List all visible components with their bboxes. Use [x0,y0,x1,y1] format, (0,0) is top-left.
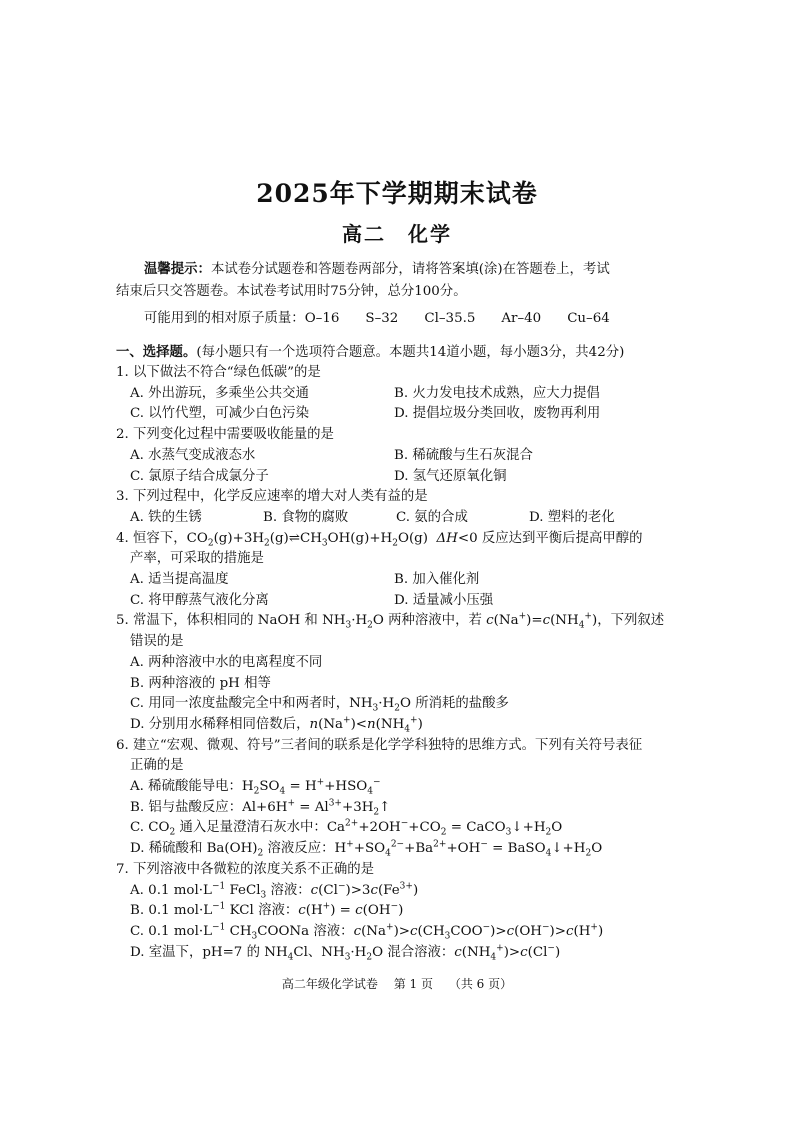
q2-option-d: D. 氢气还原氧化铜 [394,468,507,484]
q6-option-a: A. 稀硫酸能导电：$H_2SO_4 = H^++HSO_4^-$ [130,777,381,797]
page-subtitle: 高二 化学 [342,222,452,246]
tips-label: 温馨提示： [144,261,211,277]
q5-option-c: C. 用同一浓度盐酸完全中和两者时，$NH_3\cdot H_2O$ 所消耗的盐酸多 [130,696,509,714]
question-4-cont: 产率，可采取的措施是 [130,551,264,567]
q1-option-b: B. 火力发电技术成熟，应大力提倡 [394,385,600,401]
q3-option-c: C. 氨的合成 [396,509,468,525]
question-1-stem: 1. 以下做法不符合“绿色低碳”的是 [116,365,321,380]
question-5-cont: 错误的是 [130,634,184,650]
question-1 [116,363,688,425]
question-list [116,363,688,963]
atomic-masses-label: 可能用到的相对原子质量： [144,311,305,326]
question-6-cont: 正确的是 [130,758,184,774]
question-6 [116,736,688,860]
q2-option-c: C. 氯原子结合成氯分子 [130,468,269,484]
q6-option-b: B. 铝与盐酸反应：$Al+6H^+ = Al^{3+}+3H_2↑$ [130,798,391,818]
q1-option-a: A. 外出游玩，多乘坐公共交通 [130,385,309,401]
question-5 [116,611,688,735]
q7-option-d: D. 室温下，pH=7 的 $NH_4Cl$、$NH_3\cdot H_2O$ 混合溶液：$c(NH_4^+)>c(Cl^-)$ [130,943,561,963]
q1-option-c: C. 以竹代塑，可减少白色污染 [130,406,309,422]
q7-option-c: C. 0.1 $mol\cdot L^{-1}$ $CH_3COONa$ 溶液：$c(Na^+)>c(CH_3COO^-)>c(OH^-)>c(H^+)$ [130,922,604,942]
question-2-stem: 2. 下列变化过程中需要吸收能量的是 [116,427,334,443]
q5-option-b: B. 两种溶液的 pH 相等 [130,675,271,691]
question-6-stem: 6. 建立“宏观、微观、符号”三者间的联系是化学学科独特的思维方式。下列有关符号表征 [116,737,643,753]
q3-option-d: D. 塑料的老化 [529,509,615,525]
tips-block [116,258,678,303]
question-4 [116,529,688,612]
q6-option-c: C. $CO_2$ 通入足量澄清石灰水中：$Ca^{2+}+2OH^-+CO_2$ = $CaCO_3↓+H_2O$ [130,819,563,839]
q2-option-b: B. 稀硫酸与生石灰混合 [394,447,533,463]
q5-option-d: D. 分别用水稀释相同倍数后，$n(Na^+)<n(NH_4^+)$ [130,715,423,735]
footer-total-pages: （共 6 页） [448,977,513,991]
q3-option-a: A. 铁的生锈 [130,509,202,525]
tips-text-line2: 结束后只交答题卷。本试卷考试用时75分钟，总分100分。 [116,284,467,299]
q6-option-d: D. 稀硫酸和 $Ba(OH)_2$ 溶液反应：$H^++SO_4^{2-}+Ba^{2+}+OH^-$ = $BaSO_4↓+H_2O$ [130,839,603,859]
footer-page-number: 第 1 页 [393,977,433,991]
footer-exam-name: 高二年级化学试卷 [281,977,378,991]
q1-option-d: D. 提倡垃圾分类回收，废物再利用 [394,406,601,422]
q3-option-b: B. 食物的腐败 [263,509,349,525]
section-heading [116,342,696,363]
question-7 [116,860,688,964]
page-title: 2025年下学期期末试卷 [256,179,538,208]
mass-o: O–16 [304,311,340,326]
question-5-stem: 5. 常温下，体积相同的 NaOH 和 $NH_3\cdot H_2O$ 两种溶液中，若 $c(Na^+)=c(NH_4^+)$，下列叙述 [116,611,665,632]
q7-option-b: B. 0.1 $mol\cdot L^{-1}$ KCl 溶液：c(H+) = c(OH−) [130,901,404,919]
question-3 [116,487,688,528]
section-note: (每小题只有一个选项符合题意。本题共14道小题，每小题3分，共42分) [196,345,625,360]
q7-option-a: A. 0.1 $mol\cdot L^{-1}$ FeCl$_3$ 溶液：$c(Cl^-)>3c(Fe^{3+})$ [130,881,419,901]
section-title: 一、选择题。 [116,344,197,360]
question-4-stem: 4. 恒容下，$CO_2(g)+3H_2(g)\rightleftharpoons CH_3OH(g)+H_2O(g)$ ΔH<0 反应达到平衡后提高甲醇的 [116,530,643,549]
mass-ar: Ar–40 [501,311,542,326]
question-7-stem: 7. 下列溶液中各微粒的浓度关系不正确的是 [116,861,375,877]
q4-option-c: C. 将甲醇蒸气液化分离 [130,592,269,608]
mass-cu: Cu–64 [567,311,610,326]
q4-option-a: A. 适当提高温度 [130,572,229,588]
page-footer [0,975,794,992]
mass-s: S–32 [365,311,399,326]
atomic-masses [144,308,684,330]
question-2 [116,425,688,487]
question-3-stem: 3. 下列过程中，化学反应速率的增大对人类有益的是 [116,489,428,505]
q2-option-a: A. 水蒸气变成液态水 [130,447,256,463]
q5-option-a: A. 两种溶液中水的电离程度不同 [130,654,323,670]
q4-option-b: B. 加入催化剂 [394,572,480,588]
q4-option-d: D. 适量减小压强 [394,592,494,608]
tips-text-line1: 本试卷分试题卷和答题卷两部分，请将答案填(涂)在答题卷上，考试 [210,262,610,277]
mass-cl: Cl–35.5 [424,311,476,326]
